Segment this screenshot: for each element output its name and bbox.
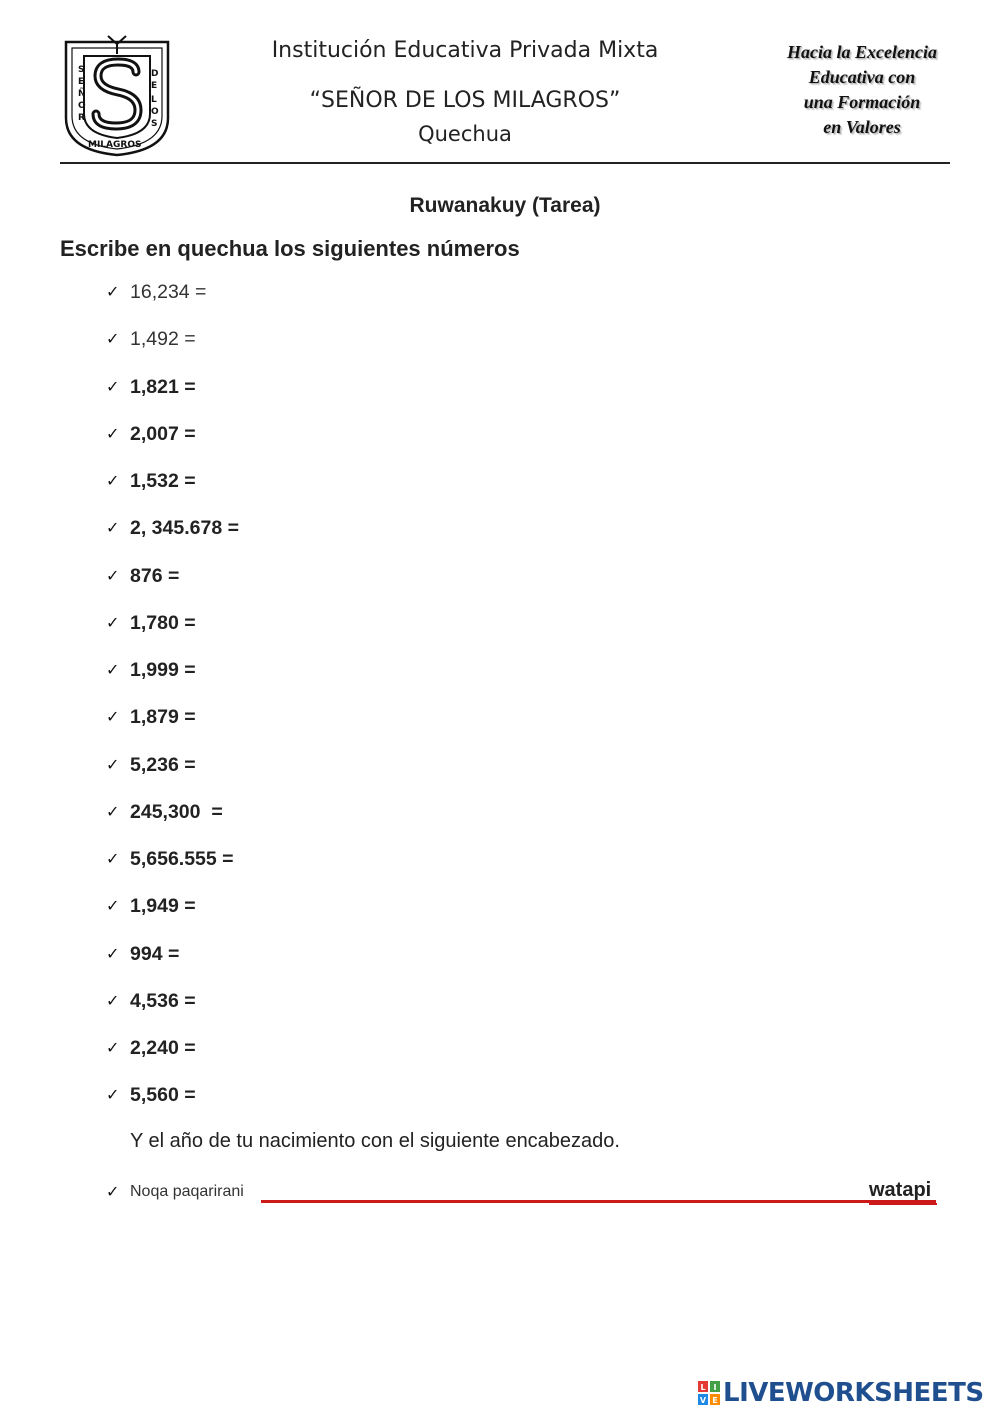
list-item	[106, 325, 239, 372]
check-icon: ✓	[106, 801, 120, 821]
number-prompt: 994 =	[130, 942, 180, 965]
check-icon: ✓	[106, 943, 120, 963]
number-prompt: 2,240 =	[130, 1037, 196, 1059]
number-prompt: 1,999 =	[130, 659, 196, 681]
number-prompt: 245,300 =	[130, 800, 223, 823]
check-icon: ✓	[106, 849, 120, 868]
list-item	[106, 656, 239, 703]
instruction-heading: Escribe en quechua los siguientes números	[60, 236, 520, 261]
list-item	[106, 514, 239, 561]
svg-text:L: L	[700, 1383, 706, 1392]
check-icon: ✓	[106, 565, 120, 585]
number-prompt: 1,780 =	[130, 611, 196, 634]
check-icon: ✓	[106, 1085, 120, 1105]
liveworksheets-brand	[697, 1378, 984, 1408]
number-prompt: 1,492 =	[130, 328, 196, 351]
suffix-underline	[869, 1203, 937, 1205]
check-icon: ✓	[106, 329, 120, 349]
number-prompt: 4,536 =	[130, 989, 196, 1012]
number-prompt: 2,007 =	[130, 422, 196, 445]
list-item	[106, 467, 239, 514]
svg-text:E: E	[151, 81, 158, 91]
brand-name: LIVEWORKSHEETS	[723, 1378, 984, 1408]
birth-year-answer-field[interactable]	[261, 1200, 936, 1203]
list-item	[106, 373, 239, 420]
svg-text:D: D	[151, 69, 159, 79]
check-icon: ✓	[106, 660, 120, 679]
school-name: “SEÑOR DE LOS MILAGROS”	[309, 88, 621, 113]
list-item	[106, 892, 239, 939]
svg-text:L: L	[151, 95, 157, 105]
check-icon: ✓	[106, 1038, 120, 1057]
check-icon: ✓	[106, 754, 120, 774]
motto-line: Educativa con	[808, 67, 916, 87]
check-icon: ✓	[106, 896, 120, 916]
number-prompt: 1,949 =	[130, 895, 196, 918]
list-item	[106, 1034, 239, 1081]
subject-name: Quechua	[418, 122, 512, 146]
birth-year-suffix: watapi	[869, 1179, 932, 1201]
list-item	[106, 751, 239, 798]
check-icon: ✓	[106, 518, 120, 538]
number-prompt: 1,879 =	[130, 706, 196, 729]
svg-text:R: R	[78, 113, 85, 123]
number-prompt: 5,236 =	[130, 753, 196, 776]
check-icon: ✓	[106, 707, 120, 727]
list-item	[106, 609, 239, 656]
number-prompt: 1,821 =	[130, 375, 196, 398]
motto-line: una Formación	[803, 92, 921, 112]
birth-year-note: Y el año de tu nacimiento con el siguiente encabezado.	[130, 1130, 620, 1152]
list-item	[106, 278, 239, 325]
institution-name: Institución Educativa Privada Mixta	[271, 38, 659, 63]
number-prompt: 1,532 =	[130, 470, 196, 492]
list-item	[106, 562, 239, 609]
motto-line: Hacia la Excelencia	[787, 42, 937, 62]
svg-text:I: I	[713, 1383, 717, 1392]
task-title: Ruwanakuy (Tarea)	[409, 194, 601, 217]
birth-year-item	[106, 1178, 946, 1212]
number-prompt: 5,656.555 =	[130, 848, 234, 870]
list-item	[106, 987, 239, 1034]
check-icon: ✓	[106, 423, 120, 443]
liveworksheets-logo-icon	[697, 1380, 721, 1406]
list-item	[106, 1081, 239, 1128]
motto-line: en Valores	[823, 117, 901, 137]
number-prompt: 876 =	[130, 564, 180, 587]
check-icon: ✓	[106, 471, 120, 490]
list-item	[106, 845, 239, 892]
number-prompt: 2, 345.678 =	[130, 517, 239, 540]
svg-text:O: O	[78, 101, 86, 111]
number-list	[106, 278, 239, 1129]
number-prompt: 5,560 =	[130, 1084, 196, 1107]
check-icon: ✓	[106, 990, 120, 1010]
list-item	[106, 420, 239, 467]
svg-text:V: V	[699, 1396, 707, 1405]
svg-text:MILAGROS: MILAGROS	[88, 140, 142, 150]
check-icon: ✓	[106, 376, 120, 396]
check-icon: ✓	[106, 612, 120, 632]
list-item	[106, 940, 239, 987]
svg-text:S: S	[78, 65, 85, 75]
list-item	[106, 703, 239, 750]
svg-text:O: O	[151, 107, 159, 117]
svg-text:E: E	[78, 77, 85, 87]
check-icon: ✓	[106, 282, 120, 301]
number-prompt: 16,234 =	[130, 281, 207, 303]
birth-year-label: Noqa paqarirani	[130, 1183, 244, 1200]
header-divider	[60, 162, 950, 164]
school-crest-icon	[58, 34, 176, 158]
svg-text:Ñ: Ñ	[78, 89, 86, 99]
check-icon: ✓	[106, 1182, 120, 1201]
svg-text:E: E	[712, 1396, 718, 1405]
list-item	[106, 798, 239, 845]
svg-text:S: S	[151, 119, 158, 129]
school-motto	[762, 40, 962, 140]
